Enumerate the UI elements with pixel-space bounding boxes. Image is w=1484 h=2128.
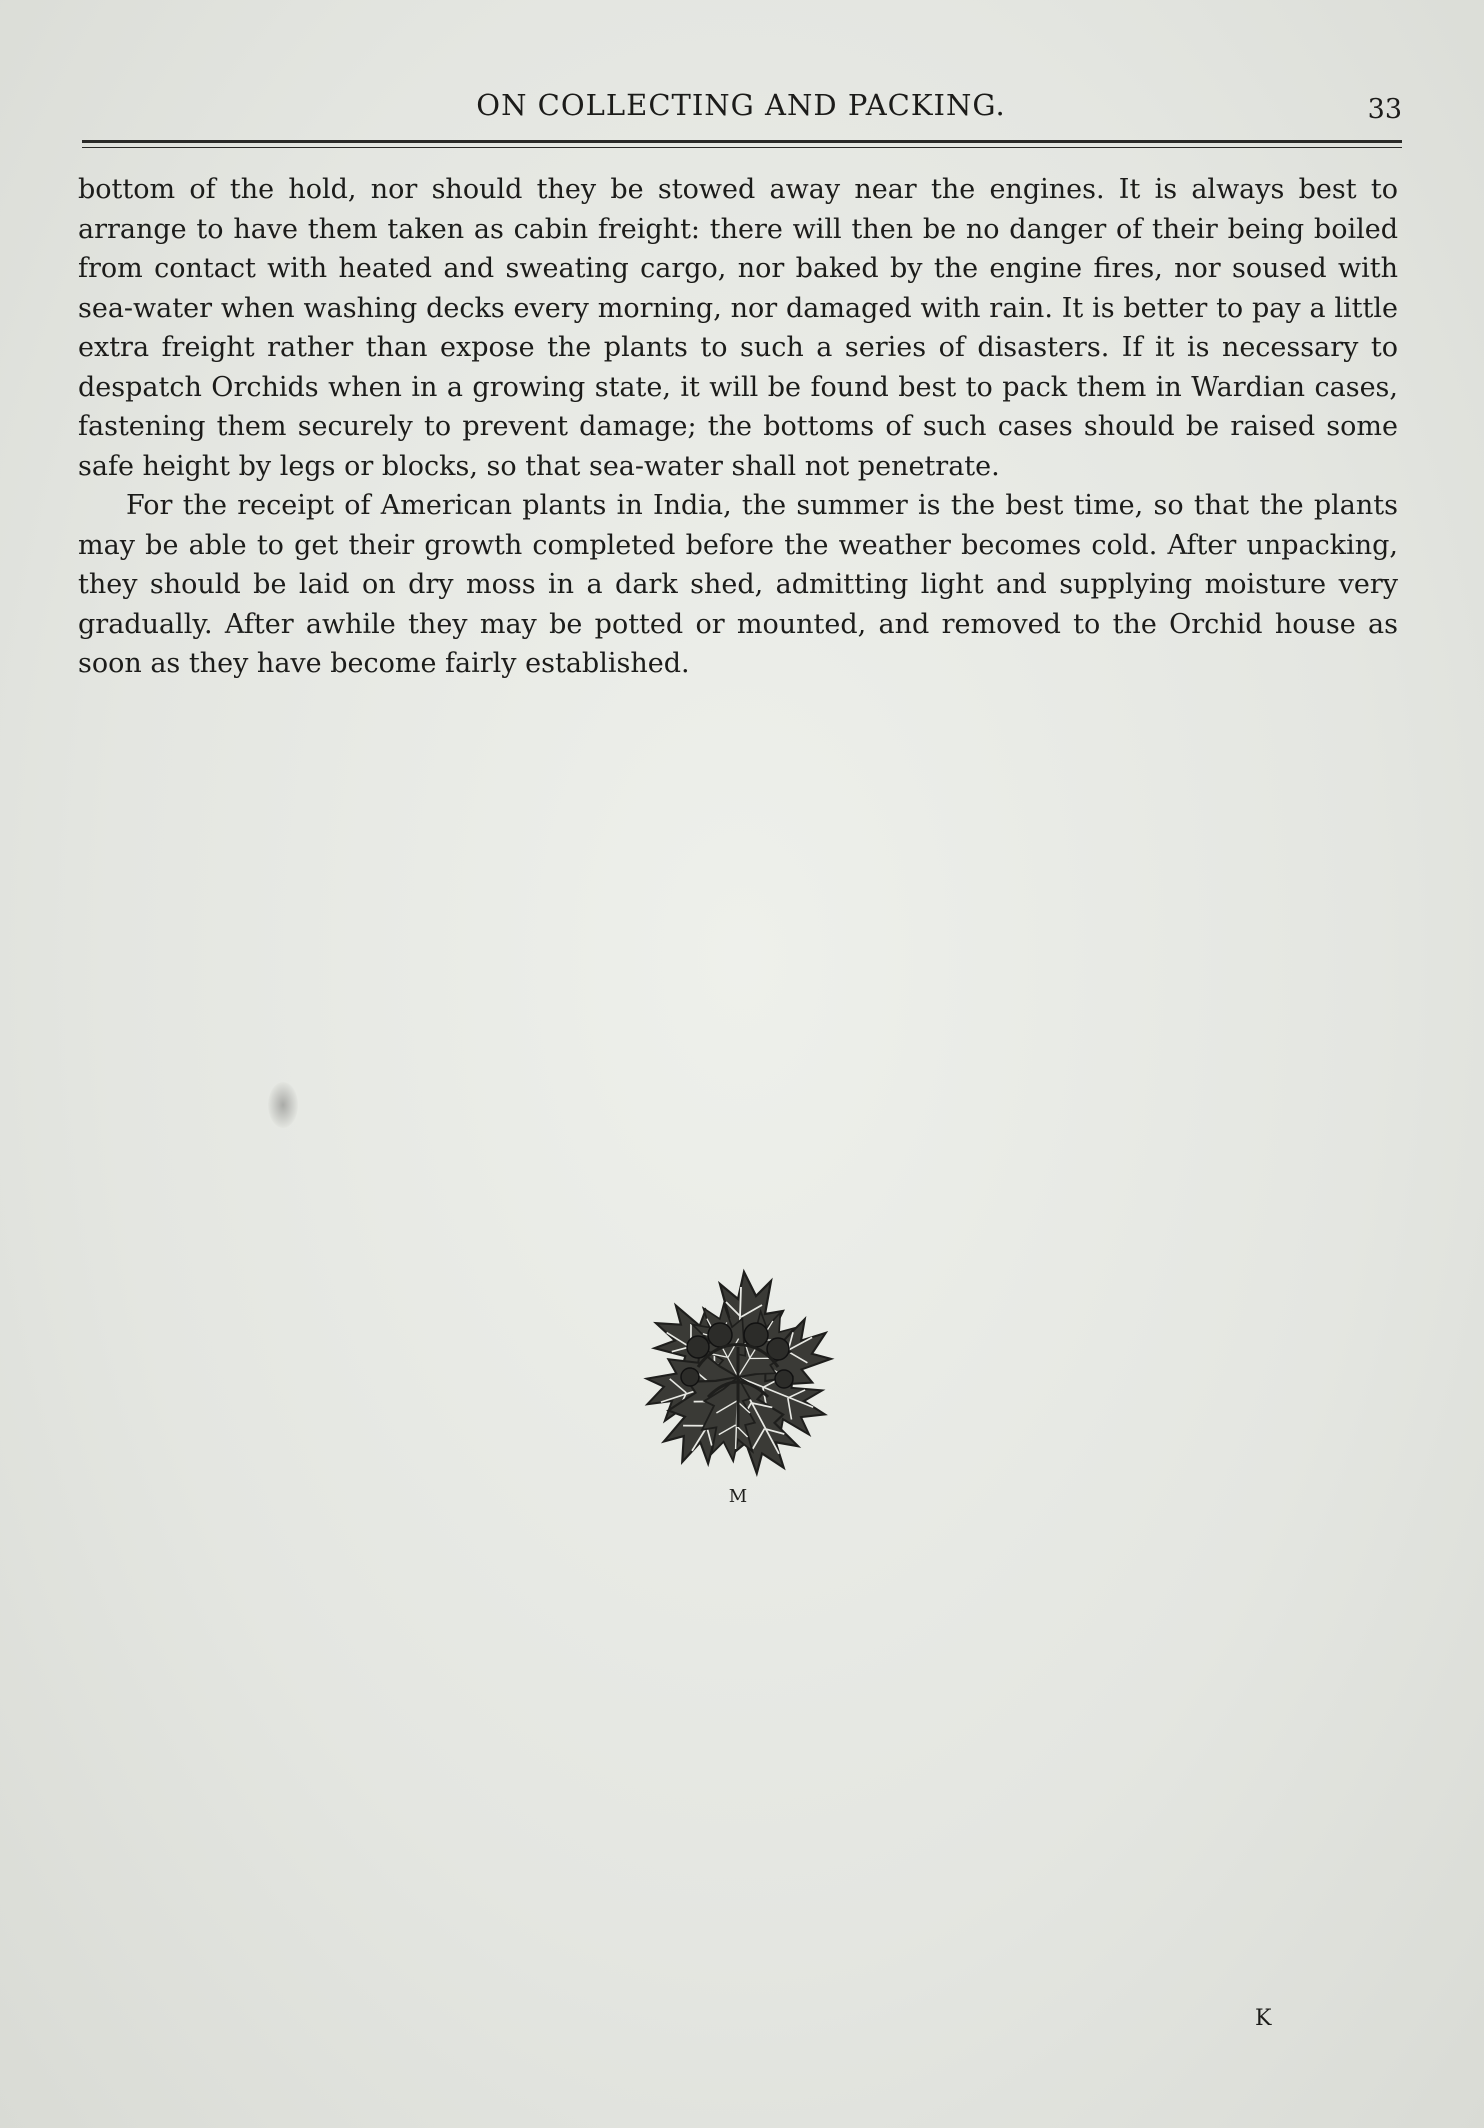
paragraph-2: For the receipt of American plants in India, the summer is the best time, so that the plants may be able to get their growth completed before the weather becomes cold. After unpacking, they should be laid on dry moss in a dark shed, admitting light and supplying moisture very gradually. After awhile they may be potted or mounted, and removed to the Orchid house as soon as they have become fairly established.: [78, 490, 1398, 679]
printer-signature: K: [1255, 2006, 1272, 2031]
header-rule-thick: [82, 140, 1402, 143]
ink-smudge: [268, 1082, 298, 1128]
paragraph-1: bottom of the hold, nor should they be stowed away near the engines. It is always best to arrange to have them taken as cabin freight: there will then be no danger of their being boiled from contact with heated and sweating cargo, nor baked by the engine fires, nor soused with sea-water when washing decks every morning, nor damaged with rain. It is better to pay a little extra freight rather than expose the plants to such a series of disasters. If it is necessary to despatch Orchids when in a growing state, it will be found best to pack them in Wardian cases, fastening them securely to prevent damage; the bottoms of such cases should be raised some safe height by legs or blocks, so that sea-water shall not penetrate.: [78, 174, 1398, 482]
header-rule-thin: [82, 147, 1402, 148]
ornament-monogram: M: [728, 1486, 748, 1507]
page-number: 33: [1367, 94, 1402, 125]
running-title: ON COLLECTING AND PACKING.: [476, 88, 1006, 122]
leaf-vignette-icon: [563, 1202, 913, 1532]
page-header: [80, 88, 1402, 128]
body-text: [78, 170, 1398, 684]
